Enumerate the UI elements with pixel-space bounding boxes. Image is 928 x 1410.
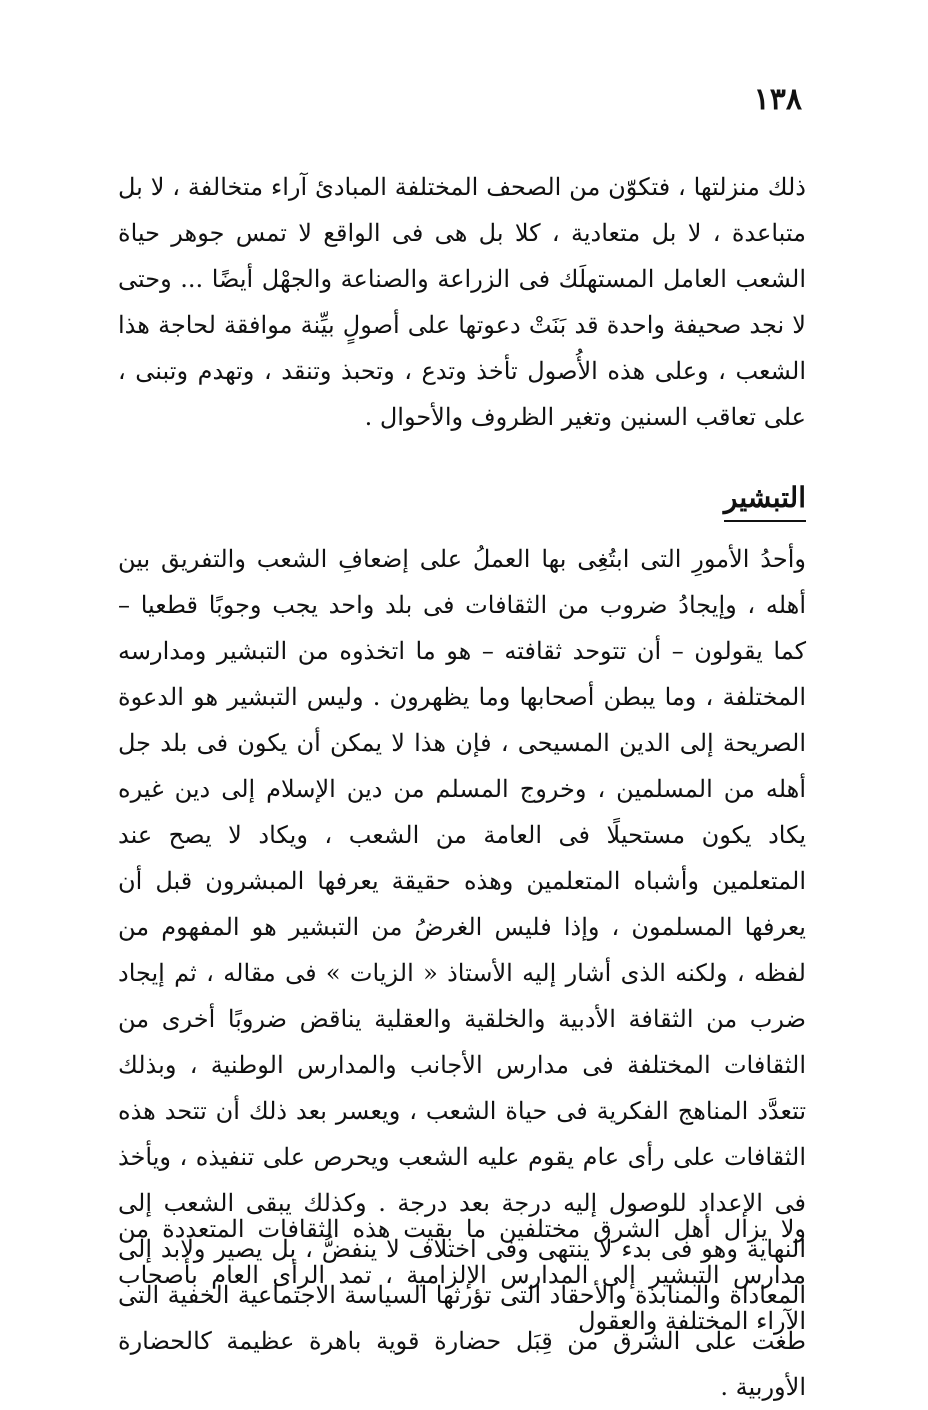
paragraph-section-continued: ولا يزال أهل الشرق مختلفين ما بقيت هذه الثقافات المتعددة من مدارس التبشير إلى المدارس الإلزامية ، تمد الرأى العام بأصحاب الآراء المختلفة والعقول <box>118 1215 806 1335</box>
page-number: ١٣٨ <box>753 82 802 117</box>
section-heading: التبشير <box>724 478 806 522</box>
paragraph-continuation: ذلك منزلتها ، فتكوّن من الصحف المختلفة المبادئ آراء متخالفة ، لا بل متباعدة ، لا بل متعادية ، كلا بل هى فى الواقع لا تمس جوهر حياة الشعب العامل المستهلَك فى الزراعة والصناعة والجهْل أيضًا ... وحتى لا نجد صحيفة واحدة قد بَنَتْ دعوتها على أصولٍ بيِّنة موافقة لحاجة هذا الشعب ، وعلى هذه الأُصول تأخذ وتدع ، وتحبذ وتنقد ، وتهدم وتبنى ، على تعاقب السنين وتغير الظروف والأحوال . <box>118 173 806 431</box>
paragraph-section-body: وأحدُ الأمورِ التى ابتُغِى بها العملُ على إضعافِ الشعب والتفريق بين أهله ، وإيجادُ ضروب من الثقافات فى بلد واحد يجب وجوبًا قطعيا – كما يقولون – أن تتوحد ثقافته – هو ما اتخذوه من التبشير ومدارسه المختلفة ، وما يبطن أصحابها وما يظهرون . وليس التبشير هو الدعوة الصريحة إلى الدين المسيحى ، فإن هذا لا يمكن أن يكون فى بلد جل أهله من المسلمين ، وخروج المسلم من دين الإسلام إلى دين غيره يكاد يكون مستحيلًا فى العامة من الشعب ، ويكاد لا يصح عند المتعلمين وأشباه المتعلمين وهذه حقيقة يعرفها المبشرون قبل أن يعرفها المسلمون ، وإذا فليس الغرضُ من التبشير هو المفهوم من لفظه ، ولكنه الذى أشار إليه الأستاذ « الزيات » فى مقاله ، ثم إيجاد ضرب من الثقافة الأدبية والخلقية والعقلية يناقض ضروبًا أخرى من الثقافات المختلفة فى مدارس الأجانب والمدارس الوطنية ، وبذلك تتعدَّد المناهج الفكرية فى حياة الشعب ، ويعسر بعد ذلك أن تتحد هذه الثقافات على رأى عام يقوم عليه الشعب ويحرص على تنفيذه ، ويأخذ فى الإعداد للوصول إليه درجة بعد درجة . وكذلك يبقى الشعب إلى النهاية وهو فى بدء لا ينتهى وفى اختلاف لا ينفضُّ ، بل يصير ولابد إلى المعاداة والمنابذة والأحقاد التى تؤرثها السياسة الاجتماعية الخفية التى طغت على الشرق من قِبَل حضارة قوية باهرة عظيمة كالحضارة الأوربية . <box>118 545 806 1401</box>
